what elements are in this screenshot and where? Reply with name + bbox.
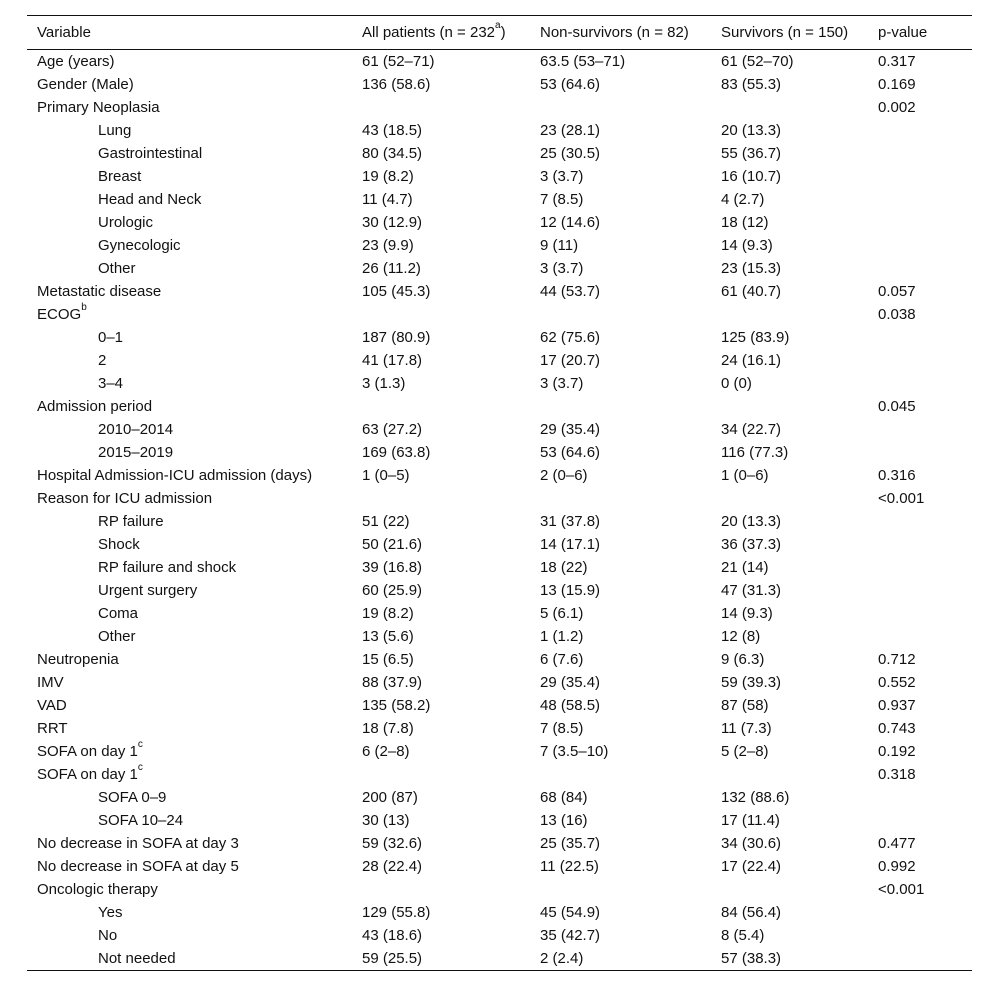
p-value-cell: [868, 211, 972, 234]
table-row: [27, 694, 972, 717]
survivors-cell: 83 (55.3): [721, 76, 782, 93]
survivors-cell: 16 (10.7): [721, 168, 782, 185]
survivors-cell: 34 (30.6): [721, 835, 782, 852]
table-row: [27, 372, 972, 395]
row-label-cell: [27, 73, 352, 96]
row-label: 3–4: [98, 375, 124, 392]
table-row: [27, 556, 972, 579]
row-label: Metastatic disease: [37, 283, 162, 300]
survivors-cell: 59 (39.3): [721, 674, 782, 691]
all-patients-cell: [352, 395, 530, 418]
p-value-cell: [868, 809, 972, 832]
non-survivors-cell: [530, 487, 711, 510]
all-patients-cell: 1 (0–5): [362, 467, 410, 484]
p-value-cell: [868, 326, 972, 349]
row-label: Lung: [98, 122, 132, 139]
survivors-cell: 17 (11.4): [721, 812, 780, 829]
all-patients-cell: 63 (27.2): [362, 421, 423, 438]
header-variable: Variable: [27, 16, 352, 50]
table-container: [27, 15, 972, 971]
non-survivors-cell: [530, 303, 711, 326]
survivors-cell: 57 (38.3): [711, 947, 868, 971]
non-survivors-cell: 3 (3.7): [540, 375, 584, 392]
row-label: Oncologic therapy: [37, 881, 158, 898]
footnote-marker-a: a: [495, 20, 501, 31]
row-label: SOFA 0–9: [98, 789, 167, 806]
table-row: [27, 602, 972, 625]
row-label: 2010–2014: [98, 421, 174, 438]
row-label-cell: [27, 717, 352, 740]
row-label-cell: [27, 533, 352, 556]
row-label: No: [98, 927, 118, 944]
header-all-patients-text: All patients (n = 232: [362, 24, 496, 41]
table-row: [27, 786, 972, 809]
non-survivors-cell: 45 (54.9): [540, 904, 601, 921]
p-value-cell: 0.743: [878, 720, 916, 737]
p-value-cell: 0.057: [878, 283, 916, 300]
row-label-cell: [27, 602, 352, 625]
table-row: [27, 50, 972, 74]
p-value-cell: [868, 533, 972, 556]
row-label: Not needed: [98, 950, 176, 967]
non-survivors-cell: 3 (3.7): [540, 168, 584, 185]
row-label: 2015–2019: [98, 444, 174, 461]
p-value-cell: 0.316: [878, 467, 916, 484]
all-patients-cell: 61 (52–71): [362, 53, 435, 70]
row-label-cell: [27, 418, 352, 441]
survivors-cell: 20 (13.3): [721, 513, 782, 530]
row-label-cell: [27, 326, 352, 349]
survivors-cell: [711, 303, 868, 326]
table-row: [27, 418, 972, 441]
table-header: [27, 16, 972, 50]
p-value-cell: <0.001: [878, 881, 925, 898]
row-label: ECOG: [37, 306, 82, 323]
header-p-value: p-value: [868, 16, 972, 50]
non-survivors-cell: 35 (42.7): [540, 927, 601, 944]
non-survivors-cell: 12 (14.6): [540, 214, 601, 231]
row-label-cell: [27, 234, 352, 257]
table-row: [27, 441, 972, 464]
p-value-cell: [868, 142, 972, 165]
row-label-cell: [27, 257, 352, 280]
p-value-cell: [868, 901, 972, 924]
all-patients-cell: 26 (11.2): [362, 260, 421, 277]
p-value-cell: 0.038: [878, 306, 916, 323]
row-label: RP failure: [98, 513, 164, 530]
p-value-cell: [868, 510, 972, 533]
survivors-cell: [711, 395, 868, 418]
survivors-cell: 55 (36.7): [721, 145, 782, 162]
p-value-cell: [868, 579, 972, 602]
footnote-marker: c: [137, 762, 143, 773]
survivors-cell: 116 (77.3): [721, 444, 789, 461]
table-row: [27, 188, 972, 211]
table-row: [27, 924, 972, 947]
table-row: [27, 257, 972, 280]
non-survivors-cell: 25 (35.7): [540, 835, 601, 852]
p-value-cell: 0.712: [878, 651, 916, 668]
survivors-cell: 9 (6.3): [721, 651, 765, 668]
non-survivors-cell: 44 (53.7): [540, 283, 601, 300]
p-value-cell: 0.045: [878, 398, 916, 415]
row-label: Shock: [98, 536, 140, 553]
all-patients-cell: 18 (7.8): [362, 720, 414, 737]
row-label-cell: [27, 809, 352, 832]
row-label-cell: [27, 487, 352, 510]
all-patients-cell: 15 (6.5): [362, 651, 414, 668]
survivors-cell: 61 (52–70): [721, 53, 794, 70]
all-patients-cell: [352, 96, 530, 119]
row-label: No decrease in SOFA at day 3: [37, 835, 239, 852]
non-survivors-cell: 9 (11): [540, 237, 579, 254]
row-label-cell: [27, 878, 352, 901]
all-patients-cell: [352, 878, 530, 901]
non-survivors-cell: 48 (58.5): [540, 697, 601, 714]
survivors-cell: [711, 96, 868, 119]
all-patients-cell: [352, 487, 530, 510]
p-value-cell: [868, 947, 972, 971]
row-label-cell: [27, 947, 352, 971]
p-value-cell: 0.477: [878, 835, 916, 852]
survivors-cell: 4 (2.7): [721, 191, 765, 208]
survivors-cell: 84 (56.4): [721, 904, 782, 921]
table-row: [27, 901, 972, 924]
survivors-cell: 11 (7.3): [721, 720, 772, 737]
p-value-cell: [868, 119, 972, 142]
survivors-cell: [711, 763, 868, 786]
row-label-cell: [27, 855, 352, 878]
survivors-cell: 125 (83.9): [721, 329, 790, 346]
row-label: SOFA on day 1: [37, 743, 138, 760]
row-label-cell: [27, 901, 352, 924]
row-label: Breast: [98, 168, 142, 185]
all-patients-cell: 23 (9.9): [362, 237, 414, 254]
row-label: Primary Neoplasia: [37, 99, 160, 116]
row-label: Age (years): [37, 53, 115, 70]
p-value-cell: [868, 441, 972, 464]
row-label-cell: [27, 142, 352, 165]
row-label: Urologic: [98, 214, 154, 231]
row-label-cell: [27, 464, 352, 487]
non-survivors-cell: 3 (3.7): [540, 260, 584, 277]
all-patients-cell: 136 (58.6): [362, 76, 431, 93]
row-label: Other: [98, 260, 136, 277]
all-patients-cell: 19 (8.2): [362, 168, 414, 185]
header-row: [27, 16, 972, 50]
row-label-cell: [27, 395, 352, 418]
row-label: No decrease in SOFA at day 5: [37, 858, 239, 875]
row-label-cell: [27, 165, 352, 188]
p-value-cell: 0.937: [878, 697, 916, 714]
survivors-cell: 18 (12): [721, 214, 769, 231]
all-patients-cell: 200 (87): [362, 789, 418, 806]
p-value-cell: 0.002: [878, 99, 916, 116]
table-row: [27, 165, 972, 188]
row-label: RRT: [37, 720, 68, 737]
all-patients-cell: 13 (5.6): [362, 628, 414, 645]
survivors-cell: 8 (5.4): [721, 927, 765, 944]
table-row: [27, 809, 972, 832]
row-label-cell: [27, 372, 352, 395]
non-survivors-cell: [530, 395, 711, 418]
row-label: 0–1: [98, 329, 124, 346]
row-label-cell: [27, 510, 352, 533]
p-value-cell: [868, 602, 972, 625]
all-patients-cell: 50 (21.6): [362, 536, 423, 553]
p-value-cell: <0.001: [878, 490, 925, 507]
non-survivors-cell: 2 (2.4): [530, 947, 711, 971]
survivors-cell: 36 (37.3): [721, 536, 782, 553]
all-patients-cell: 3 (1.3): [362, 375, 406, 392]
row-label: Neutropenia: [37, 651, 119, 668]
p-value-cell: [868, 556, 972, 579]
non-survivors-cell: 29 (35.4): [540, 421, 601, 438]
table-row: [27, 671, 972, 694]
row-label-cell: [27, 763, 352, 786]
row-label-cell: [27, 211, 352, 234]
footnote-marker: b: [81, 302, 87, 313]
all-patients-cell: 6 (2–8): [362, 743, 410, 760]
p-value-cell: 0.169: [878, 76, 916, 93]
row-label-cell: [27, 556, 352, 579]
row-label-cell: [27, 786, 352, 809]
patient-characteristics-table: [27, 15, 972, 971]
survivors-cell: 34 (22.7): [721, 421, 782, 438]
table-row: [27, 142, 972, 165]
table-row: [27, 211, 972, 234]
row-label: SOFA 10–24: [98, 812, 184, 829]
row-label: Head and Neck: [98, 191, 202, 208]
row-label: SOFA on day 1: [37, 766, 138, 783]
all-patients-cell: 41 (17.8): [362, 352, 423, 369]
survivors-cell: 61 (40.7): [721, 283, 782, 300]
non-survivors-cell: 7 (8.5): [540, 191, 584, 208]
all-patients-cell: 187 (80.9): [362, 329, 431, 346]
header-all-patients: [352, 16, 530, 50]
table-row: [27, 947, 972, 971]
all-patients-cell: 60 (25.9): [362, 582, 423, 599]
non-survivors-cell: 25 (30.5): [540, 145, 601, 162]
p-value-cell: [868, 786, 972, 809]
row-label: Hospital Admission-ICU admission (days): [37, 467, 313, 484]
all-patients-cell: 59 (25.5): [352, 947, 530, 971]
p-value-cell: [868, 349, 972, 372]
row-label: Admission period: [37, 398, 153, 415]
survivors-cell: 0 (0): [721, 375, 752, 392]
table-body: [27, 50, 972, 971]
table-row: [27, 717, 972, 740]
row-label-cell: [27, 50, 352, 74]
row-label-cell: [27, 188, 352, 211]
all-patients-cell: 19 (8.2): [362, 605, 414, 622]
header-all-patients-close: ): [500, 24, 506, 41]
survivors-cell: 1 (0–6): [721, 467, 769, 484]
survivors-cell: 17 (22.4): [721, 858, 782, 875]
table-row: [27, 303, 972, 326]
all-patients-cell: [352, 303, 530, 326]
non-survivors-cell: 23 (28.1): [540, 122, 601, 139]
row-label-cell: [27, 648, 352, 671]
all-patients-cell: 43 (18.6): [362, 927, 423, 944]
non-survivors-cell: [530, 878, 711, 901]
row-label-cell: [27, 349, 352, 372]
row-label: 2: [98, 352, 107, 369]
non-survivors-cell: [530, 96, 711, 119]
table-row: [27, 579, 972, 602]
all-patients-cell: 43 (18.5): [362, 122, 423, 139]
p-value-cell: [868, 924, 972, 947]
p-value-cell: [868, 625, 972, 648]
all-patients-cell: 80 (34.5): [362, 145, 423, 162]
row-label-cell: [27, 303, 352, 326]
table-row: [27, 625, 972, 648]
p-value-cell: 0.317: [878, 53, 916, 70]
non-survivors-cell: 13 (15.9): [540, 582, 601, 599]
table-row: [27, 763, 972, 786]
non-survivors-cell: 13 (16): [540, 812, 588, 829]
row-label-cell: [27, 579, 352, 602]
non-survivors-cell: 6 (7.6): [540, 651, 584, 668]
table-row: [27, 740, 972, 763]
row-label: Yes: [98, 904, 123, 921]
non-survivors-cell: 62 (75.6): [540, 329, 601, 346]
all-patients-cell: 88 (37.9): [362, 674, 423, 691]
row-label-cell: [27, 740, 352, 763]
p-value-cell: [868, 165, 972, 188]
non-survivors-cell: 14 (17.1): [540, 536, 601, 553]
p-value-cell: 0.992: [878, 858, 916, 875]
p-value-cell: [868, 257, 972, 280]
survivors-cell: 87 (58): [721, 697, 769, 714]
table-row: [27, 349, 972, 372]
non-survivors-cell: [530, 763, 711, 786]
table-row: [27, 119, 972, 142]
all-patients-cell: 39 (16.8): [362, 559, 423, 576]
p-value-cell: [868, 418, 972, 441]
non-survivors-cell: 17 (20.7): [540, 352, 601, 369]
all-patients-cell: 28 (22.4): [362, 858, 423, 875]
all-patients-cell: 30 (13): [362, 812, 410, 829]
non-survivors-cell: 31 (37.8): [540, 513, 601, 530]
row-label: VAD: [37, 697, 67, 714]
non-survivors-cell: 1 (1.2): [540, 628, 584, 645]
non-survivors-cell: 11 (22.5): [540, 858, 599, 875]
table-row: [27, 878, 972, 901]
table-row: [27, 510, 972, 533]
p-value-cell: 0.552: [878, 674, 916, 691]
survivors-cell: 23 (15.3): [721, 260, 782, 277]
header-survivors: Survivors (n = 150): [711, 16, 868, 50]
footnote-marker: c: [137, 739, 143, 750]
table-row: [27, 533, 972, 556]
all-patients-cell: 129 (55.8): [362, 904, 431, 921]
non-survivors-cell: 2 (0–6): [540, 467, 588, 484]
p-value-cell: [868, 234, 972, 257]
row-label: RP failure and shock: [98, 559, 237, 576]
survivors-cell: 132 (88.6): [721, 789, 790, 806]
p-value-cell: 0.318: [878, 766, 916, 783]
non-survivors-cell: 29 (35.4): [540, 674, 601, 691]
table-row: [27, 464, 972, 487]
table-row: [27, 280, 972, 303]
survivors-cell: 14 (9.3): [721, 237, 773, 254]
row-label-cell: [27, 280, 352, 303]
table-row: [27, 832, 972, 855]
row-label-cell: [27, 625, 352, 648]
table-row: [27, 855, 972, 878]
all-patients-cell: 51 (22): [362, 513, 410, 530]
table-row: [27, 487, 972, 510]
non-survivors-cell: 18 (22): [540, 559, 588, 576]
non-survivors-cell: 7 (8.5): [540, 720, 584, 737]
all-patients-cell: 135 (58.2): [362, 697, 431, 714]
row-label-cell: [27, 832, 352, 855]
non-survivors-cell: 63.5 (53–71): [540, 53, 626, 70]
survivors-cell: 21 (14): [721, 559, 769, 576]
survivors-cell: 5 (2–8): [721, 743, 769, 760]
header-non-survivors: Non-survivors (n = 82): [530, 16, 711, 50]
survivors-cell: 12 (8): [721, 628, 761, 645]
all-patients-cell: 105 (45.3): [362, 283, 431, 300]
survivors-cell: [711, 487, 868, 510]
row-label-cell: [27, 694, 352, 717]
row-label: Reason for ICU admission: [37, 490, 213, 507]
row-label-cell: [27, 119, 352, 142]
table-row: [27, 395, 972, 418]
row-label-cell: [27, 441, 352, 464]
all-patients-cell: 169 (63.8): [362, 444, 431, 461]
survivors-cell: 24 (16.1): [721, 352, 782, 369]
p-value-cell: [868, 372, 972, 395]
survivors-cell: 47 (31.3): [721, 582, 782, 599]
non-survivors-cell: 5 (6.1): [540, 605, 584, 622]
survivors-cell: 20 (13.3): [721, 122, 782, 139]
row-label: Other: [98, 628, 136, 645]
survivors-cell: [711, 878, 868, 901]
all-patients-cell: 59 (32.6): [362, 835, 423, 852]
row-label-cell: [27, 671, 352, 694]
p-value-cell: 0.192: [878, 743, 916, 760]
all-patients-cell: 11 (4.7): [362, 191, 413, 208]
p-value-cell: [868, 188, 972, 211]
row-label: Gynecologic: [98, 237, 181, 254]
row-label: Coma: [98, 605, 139, 622]
row-label-cell: [27, 924, 352, 947]
non-survivors-cell: 7 (3.5–10): [540, 743, 609, 760]
non-survivors-cell: 68 (84): [540, 789, 588, 806]
row-label: Urgent surgery: [98, 582, 198, 599]
all-patients-cell: [352, 763, 530, 786]
non-survivors-cell: 53 (64.6): [540, 76, 601, 93]
table-row: [27, 234, 972, 257]
table-row: [27, 96, 972, 119]
row-label: IMV: [37, 674, 64, 691]
row-label: Gender (Male): [37, 76, 134, 93]
table-row: [27, 326, 972, 349]
row-label: Gastrointestinal: [98, 145, 203, 162]
table-row: [27, 648, 972, 671]
table-row: [27, 73, 972, 96]
non-survivors-cell: 53 (64.6): [540, 444, 601, 461]
row-label-cell: [27, 96, 352, 119]
survivors-cell: 14 (9.3): [721, 605, 773, 622]
all-patients-cell: 30 (12.9): [362, 214, 423, 231]
